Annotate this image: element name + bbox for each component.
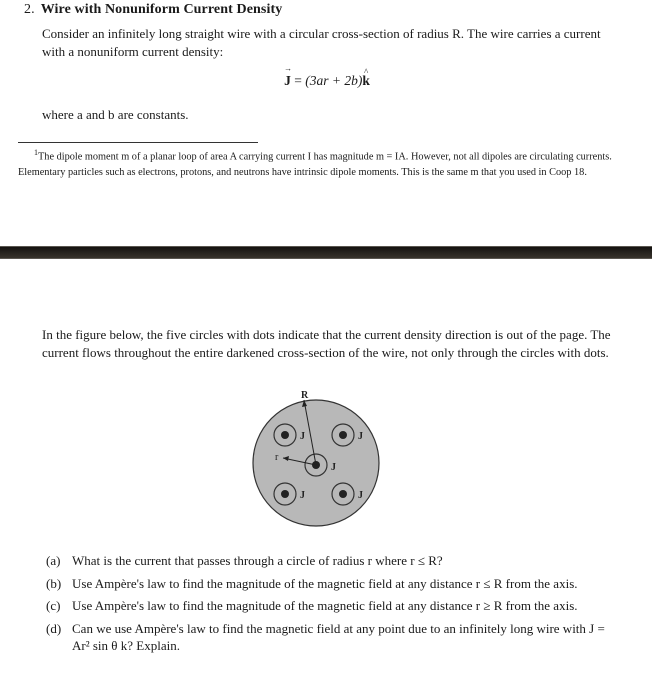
- footnote-marker: 1: [34, 148, 38, 157]
- question-parts: [46, 552, 620, 660]
- svg-text:J: J: [358, 490, 363, 501]
- outer-radius-label: R: [301, 390, 309, 401]
- svg-text:J: J: [358, 431, 363, 442]
- svg-text:r: r: [275, 452, 279, 463]
- svg-text:J: J: [300, 490, 305, 501]
- current-density-vector: → J: [284, 73, 291, 89]
- unit-vector-k: ^ k: [362, 73, 370, 89]
- part-label: (b): [46, 575, 62, 591]
- footnote: [18, 145, 618, 180]
- problem-number: 2.: [24, 2, 35, 17]
- footnote-divider: [18, 142, 258, 143]
- part-text: What is the current that passes through a circle of radius r where r ≤ R?: [72, 553, 443, 568]
- part-text: Use Ampère's law to find the magnitude of the magnetic field at any distance r ≥ R from the axis.: [72, 598, 578, 613]
- problem-intro: Consider an infinitely long straight wire with a circular cross-section of radius R. The wire carries a current with a nonuniform current density:: [42, 26, 601, 59]
- problem-heading: [24, 2, 282, 18]
- current-density-equation: [0, 73, 654, 89]
- part-label: (d): [46, 620, 62, 636]
- part-label: (c): [46, 598, 61, 613]
- question-part-a: [46, 552, 620, 570]
- figure-intro: In the figure below, the five circles with dots indicate that the current density direction is out of the page. The current flows throughout the entire darkened cross-section of the wire, not only through the circles with dots.: [42, 327, 611, 360]
- equation-rhs: (3ar + 2b): [305, 73, 363, 88]
- svg-text:J: J: [331, 462, 336, 473]
- footnote-text: The dipole moment m of a planar loop of area A carrying current I has magnitude m = IA. However, not all dipoles are circulating currents. Elementary particles such as electrons, protons, and neutrons have intrinsic dipole moments. This is the same m that you used in Coop 18.: [18, 151, 612, 178]
- problem-title: Wire with Nonuniform Current Density: [40, 2, 283, 17]
- wire-diagram-icon: [240, 388, 400, 538]
- equation-equals: =: [290, 73, 306, 88]
- question-part-c: [46, 597, 620, 615]
- constants-note: where a and b are constants.: [42, 107, 189, 122]
- page-gap: [0, 188, 654, 246]
- page-separator-bar: [0, 246, 652, 259]
- part-text: Can we use Ampère's law to find the magnetic field at any point due to an infinitely long wire with J = Ar² sin θ k? Explain.: [72, 620, 605, 653]
- part-text: Use Ampère's law to find the magnitude of the magnetic field at any distance r ≤ R from the axis.: [72, 575, 578, 591]
- wire-cross-section-figure: [240, 388, 400, 538]
- svg-text:J: J: [300, 431, 305, 442]
- question-part-b: [46, 575, 620, 593]
- question-part-d: [46, 620, 620, 655]
- part-label: (a): [46, 553, 61, 568]
